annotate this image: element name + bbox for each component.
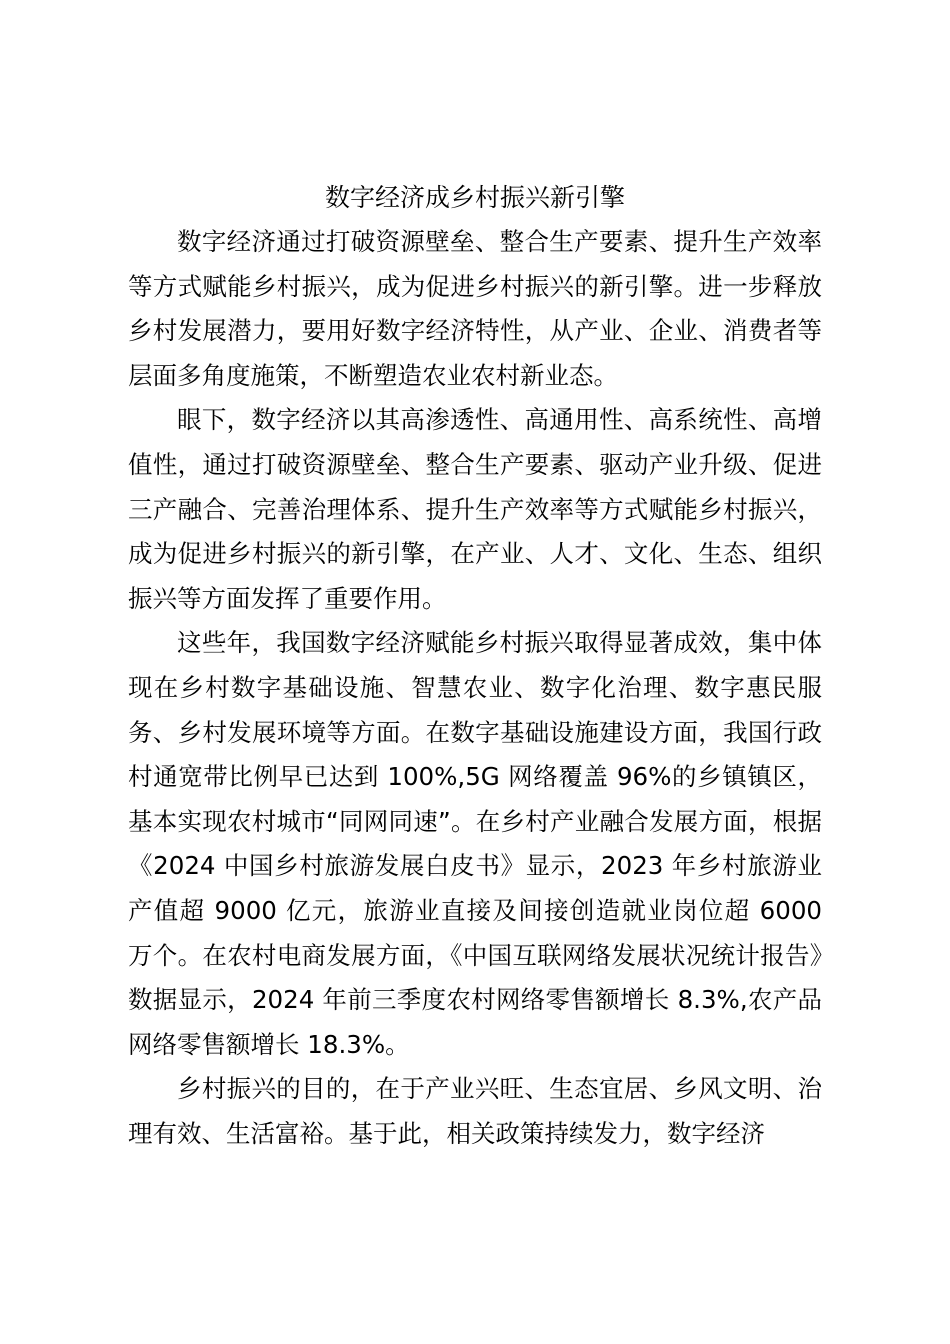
paragraph-2: 眼下，数字经济以其高渗透性、高通用性、高系统性、高增值性，通过打破资源壁垒、整合生产要素、驱动产业升级、促进三产融合、完善治理体系、提升生产效率等方式赋能乡村振兴，成为促进乡村振兴的新引擎，在产业、人才、文化、生态、组织振兴等方面发挥了重要作用。 [128, 405, 822, 613]
paragraph-1: 数字经济通过打破资源壁垒、整合生产要素、提升生产效率等方式赋能乡村振兴，成为促进乡村振兴的新引擎。进一步释放乡村发展潜力，要用好数字经济特性，从产业、企业、消费者等层面多角度施策，不断塑造农业农村新业态。 [128, 227, 822, 390]
paragraph-4: 乡村振兴的目的，在于产业兴旺、生态宜居、乡风文明、治理有效、生活富裕。基于此，相关政策持续发力，数字经济 [128, 1074, 822, 1148]
document-title: 数字经济成乡村振兴新引擎 [324, 183, 625, 212]
paragraph-3: 这些年，我国数字经济赋能乡村振兴取得显著成效，集中体现在乡村数字基础设施、智慧农业、数字化治理、数字惠民服务、乡村发展环境等方面。在数字基础设施建设方面，我国行政村通宽带比例早已达到 100%,5G 网络覆盖 96%的乡镇镇区，基本实现农村城市“同网同速”。在乡村产业融合发展方面，根据《2024 中国乡村旅游发展白皮书》显示，2023 年乡村旅游业产值超 9000 亿元，旅游业直接及间接创造就业岗位超 6000 万个。在农村电商发展方面，《中国互联网络发展状况统计报告》数据显示，2024 年前三季度农村网络零售额增长 8.3%,农产品网络零售额增长 18.3%。 [128, 628, 822, 1059]
document-page [128, 176, 822, 1156]
